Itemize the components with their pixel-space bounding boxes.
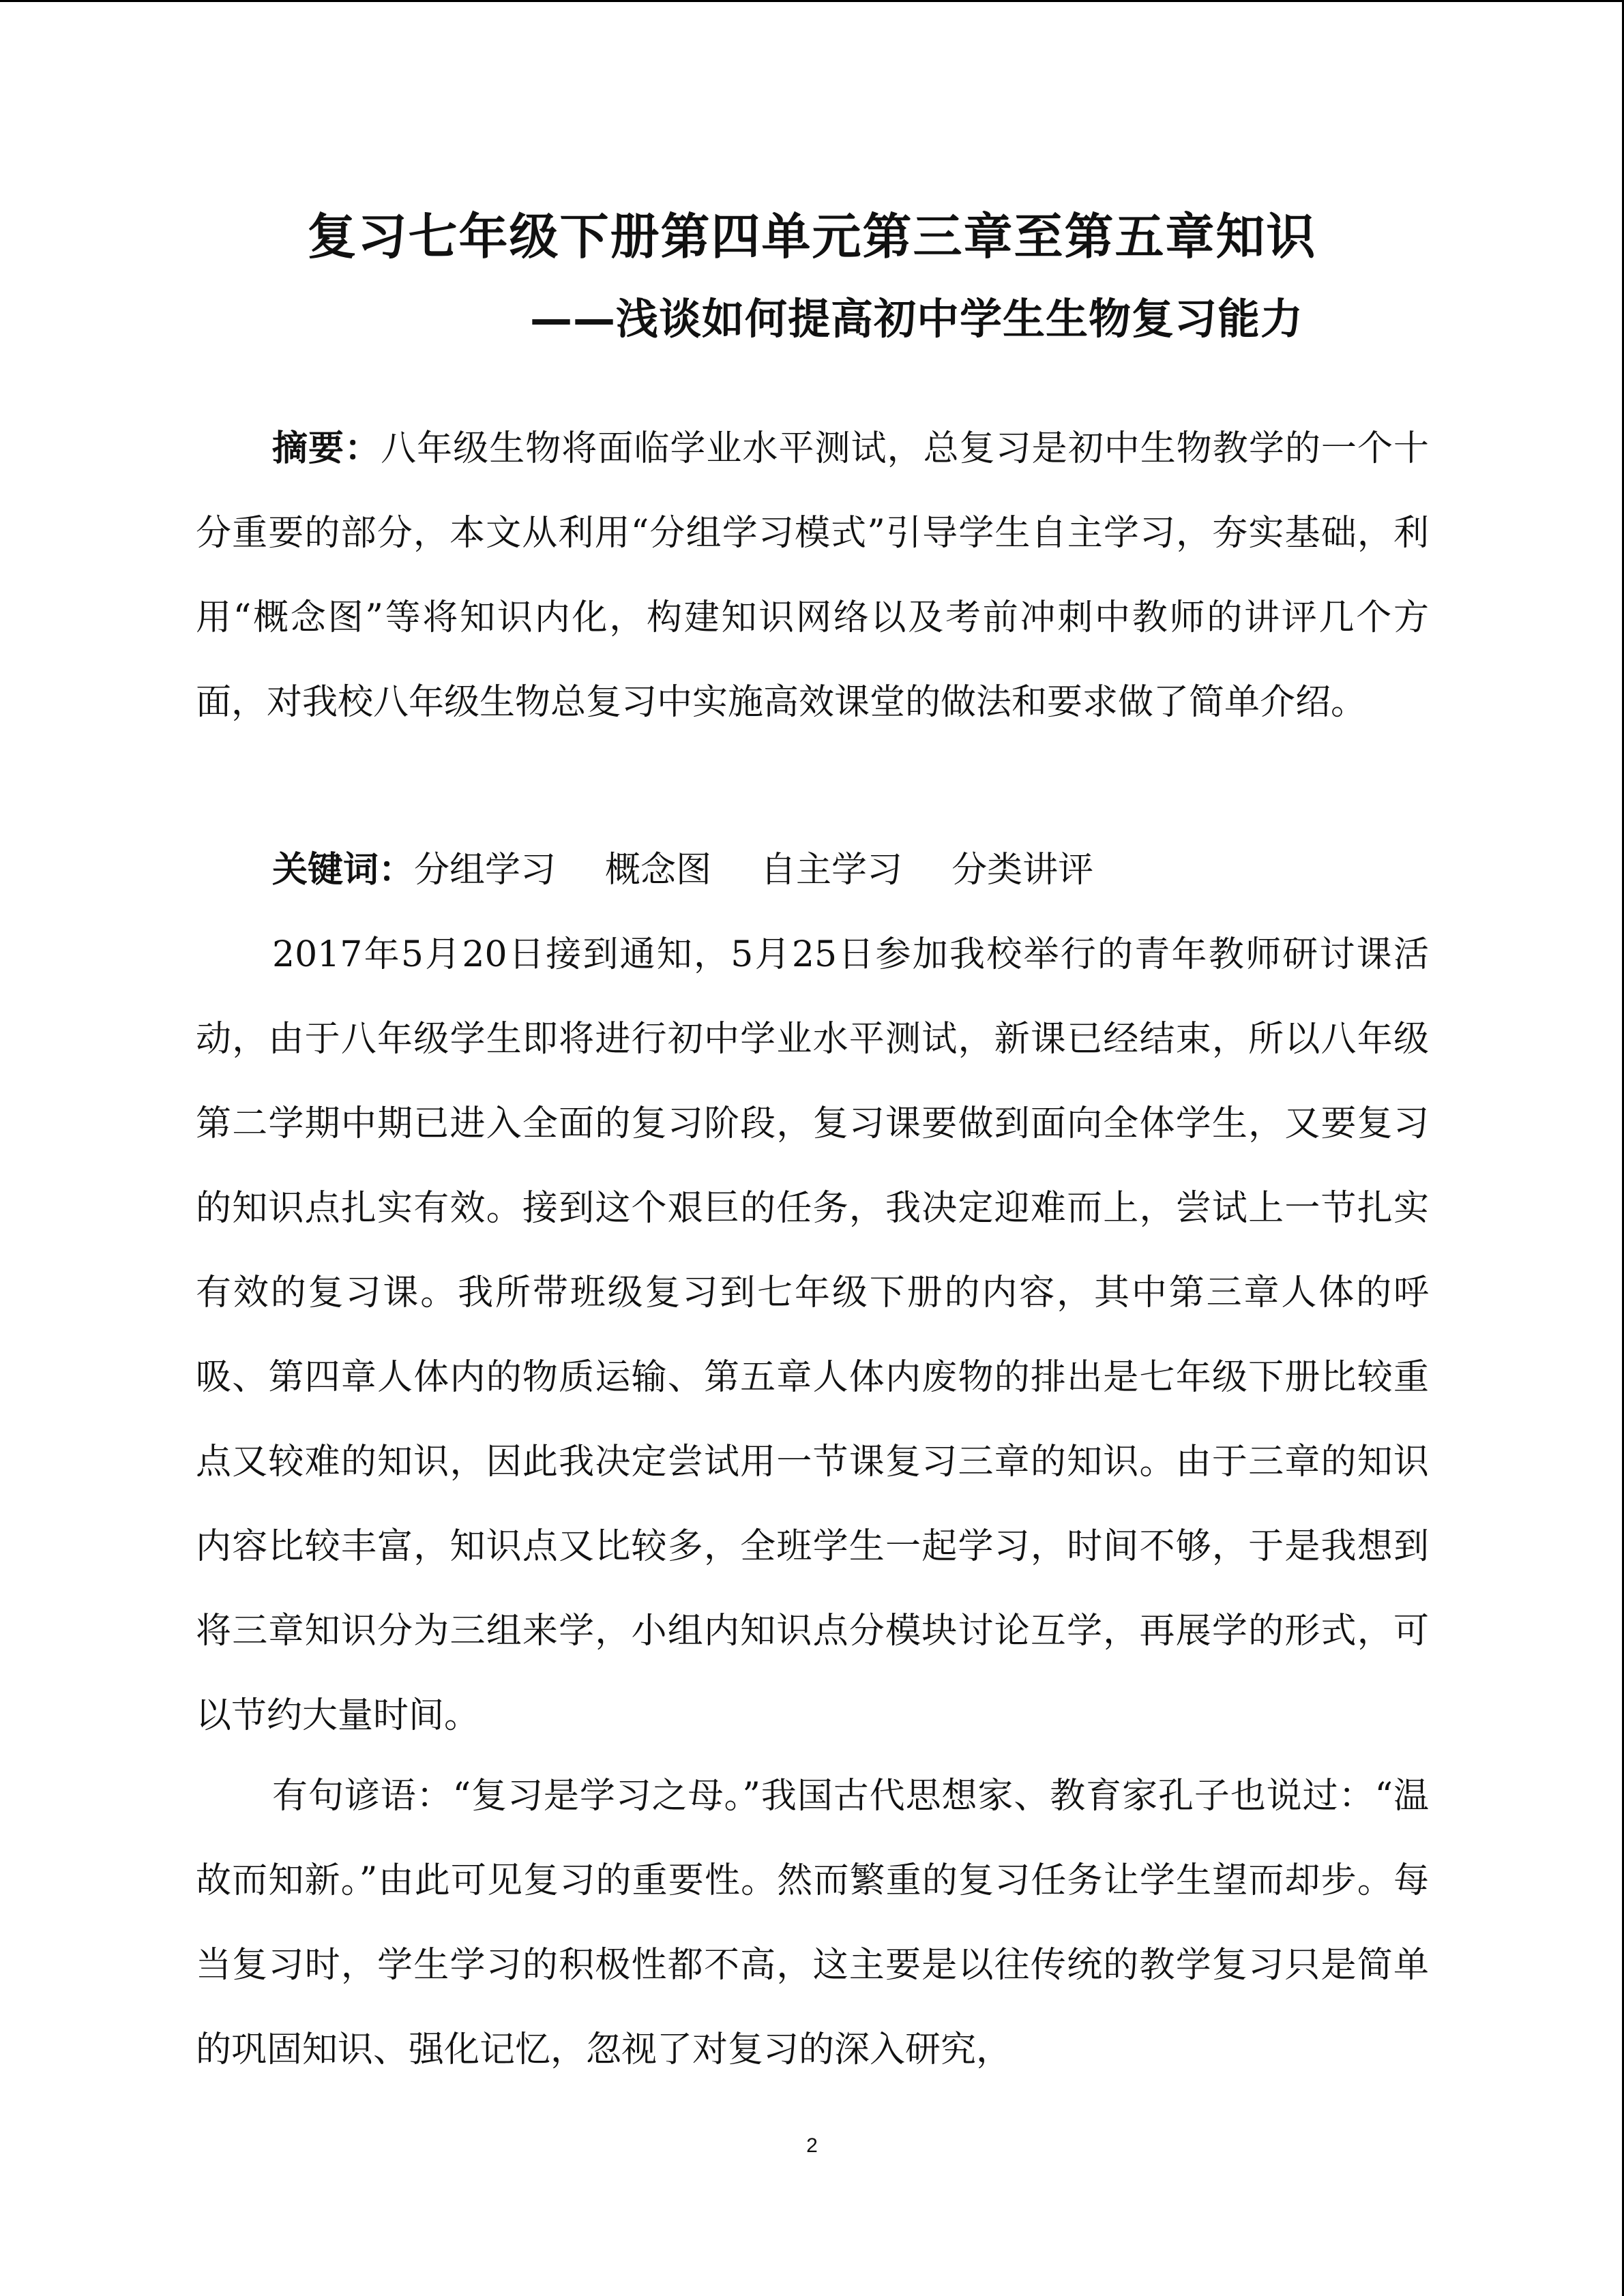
document-title: 复习七年级下册第四单元第三章至第五章知识 [307,208,1317,265]
keywords-line [272,828,1093,912]
keyword-item: 自主学习 [761,850,903,891]
document-subtitle: ——浅谈如何提高初中学生生物复习能力 [529,294,1303,344]
body-paragraph-2: 有句谚语：“复习是学习之母。”我国古代思想家、教育家孔子也说过：“温故而知新。”由此可见复习的重要性。然而繁重的复习任务让学生望而却步。每当复习时，学生学习的积极性都不高，这主要是以往传统的教学复习只是简单的巩固知识、强化记忆，忽视了对复习的深入研究， [196,1776,1429,2070]
keyword-item: 分组学习 [414,850,557,891]
abstract-label: 摘要： [272,428,381,469]
abstract-text: 八年级生物将面临学业水平测试，总复习是初中生物教学的一个十分重要的部分，本文从利用“分组学习模式”引导学生自主学习，夯实基础，利用“概念图”等将知识内化，构建知识网络以及考前冲刺中教师的讲评几个方面，对我校八年级生物总复习中实施高效课堂的做法和要求做了简单介绍。 [196,428,1429,723]
abstract-paragraph [196,406,1429,745]
keywords-label: 关键词： [272,850,415,891]
body-paragraph-1: 2017年5月20日接到通知，5月25日参加我校举行的青年教师研讨课活动，由于八年级学生即将进行初中学业水平测试，新课已经结束，所以八年级第二学期中期已进入全面的复习阶段，复习课要做到面向全体学生，又要复习的知识点扎实有效。接到这个艰巨的任务，我决定迎难而上，尝试上一节扎实有效的复习课。我所带班级复习到七年级下册的内容，其中第三章人体的呼吸、第四章人体内的物质运输、第五章人体内废物的排出是七年级下册比较重点又较难的知识，因此我决定尝试用一节课复习三章的知识。由于三章的知识内容比较丰富，知识点又比较多，全班学生一起学习，时间不够，于是我想到将三章知识分为三组来学，小组内知识点分模块讨论互学，再展学的形式，可以节约大量时间。 [196,934,1429,1736]
keyword-item: 分类讲评 [951,850,1094,891]
page-number: 2 [806,2134,818,2157]
page-border-top [0,0,1624,2]
keyword-item: 概念图 [605,850,712,891]
